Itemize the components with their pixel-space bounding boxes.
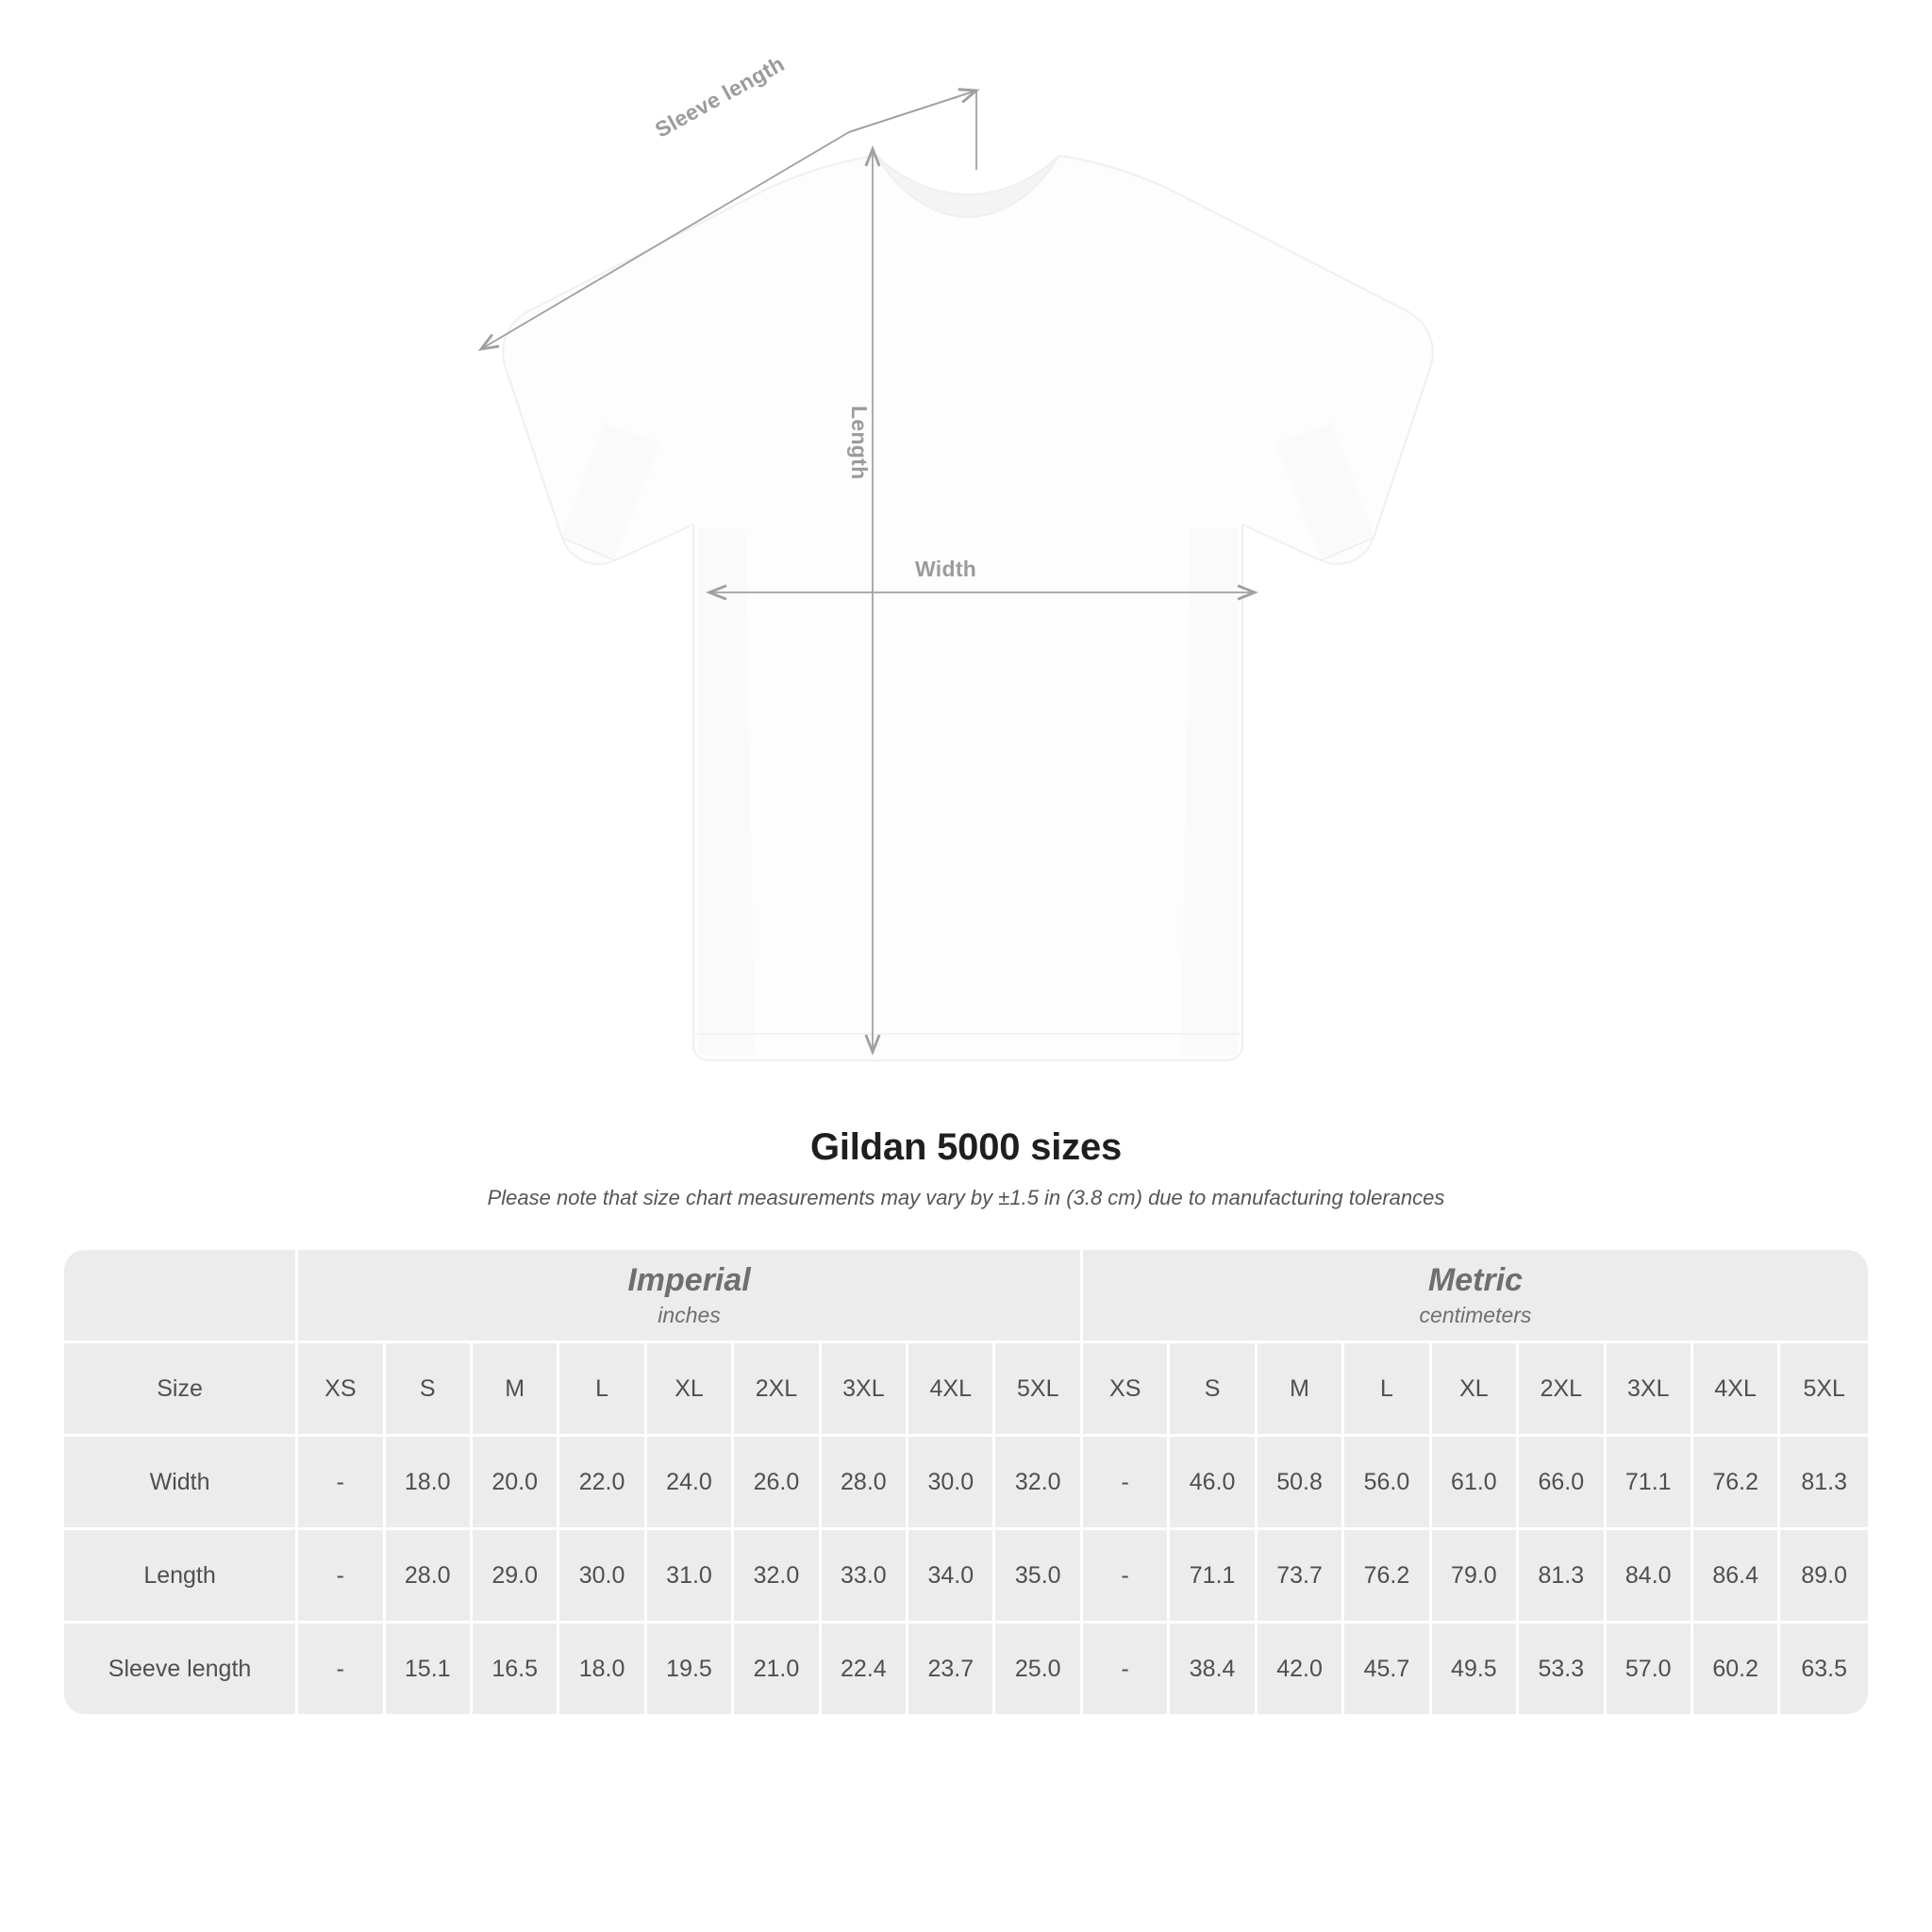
cell-length-metric-5xl: 89.0 — [1780, 1530, 1868, 1624]
cell-length-imperial-xl: 31.0 — [647, 1530, 734, 1624]
unit-group-imperial-sub: inches — [658, 1303, 721, 1328]
cell-sleeve-imperial-l: 18.0 — [559, 1624, 646, 1714]
table-row — [64, 1530, 1868, 1624]
column-header-metric-4xl: 4XL — [1693, 1343, 1780, 1437]
size-header-row — [64, 1343, 1868, 1437]
column-header-metric-m: M — [1257, 1343, 1344, 1437]
title-block — [0, 1126, 1932, 1210]
column-header-imperial-xs: XS — [298, 1343, 385, 1437]
cell-length-imperial-4xl: 34.0 — [908, 1530, 995, 1624]
column-header-imperial-4xl: 4XL — [908, 1343, 995, 1437]
cell-length-imperial-l: 30.0 — [559, 1530, 646, 1624]
cell-width-metric-3xl: 71.1 — [1607, 1437, 1693, 1530]
cell-sleeve-metric-s: 38.4 — [1170, 1624, 1257, 1714]
row-label-length: Length — [64, 1530, 298, 1624]
cell-sleeve-imperial-s: 15.1 — [386, 1624, 473, 1714]
column-header-metric-3xl: 3XL — [1607, 1343, 1693, 1437]
cell-sleeve-imperial-3xl: 22.4 — [822, 1624, 908, 1714]
table-row — [64, 1624, 1868, 1714]
column-header-size: Size — [64, 1343, 298, 1437]
cell-width-imperial-2xl: 26.0 — [734, 1437, 821, 1530]
cell-sleeve-metric-xs: - — [1083, 1624, 1170, 1714]
cell-sleeve-imperial-xl: 19.5 — [647, 1624, 734, 1714]
cell-sleeve-imperial-2xl: 21.0 — [734, 1624, 821, 1714]
tshirt-shape — [503, 156, 1432, 1060]
cell-width-imperial-m: 20.0 — [473, 1437, 559, 1530]
cell-width-imperial-xl: 24.0 — [647, 1437, 734, 1530]
cell-sleeve-metric-l: 45.7 — [1344, 1624, 1431, 1714]
unit-group-metric-sub: centimeters — [1419, 1303, 1532, 1328]
size-table-wrapper — [64, 1250, 1868, 1714]
cell-sleeve-metric-2xl: 53.3 — [1519, 1624, 1606, 1714]
cell-width-imperial-s: 18.0 — [386, 1437, 473, 1530]
column-header-imperial-3xl: 3XL — [822, 1343, 908, 1437]
column-header-metric-2xl: 2XL — [1519, 1343, 1606, 1437]
column-header-metric-l: L — [1344, 1343, 1431, 1437]
cell-length-imperial-2xl: 32.0 — [734, 1530, 821, 1624]
cell-sleeve-metric-m: 42.0 — [1257, 1624, 1344, 1714]
cell-width-metric-5xl: 81.3 — [1780, 1437, 1868, 1530]
cell-length-imperial-5xl: 35.0 — [995, 1530, 1083, 1624]
cell-sleeve-imperial-m: 16.5 — [473, 1624, 559, 1714]
cell-length-metric-4xl: 86.4 — [1693, 1530, 1780, 1624]
cell-length-metric-s: 71.1 — [1170, 1530, 1257, 1624]
unit-group-metric-name: Metric — [1427, 1261, 1524, 1298]
cell-width-metric-2xl: 66.0 — [1519, 1437, 1606, 1530]
cell-width-imperial-l: 22.0 — [559, 1437, 646, 1530]
column-header-imperial-xl: XL — [647, 1343, 734, 1437]
cell-length-metric-xs: - — [1083, 1530, 1170, 1624]
cell-width-metric-l: 56.0 — [1344, 1437, 1431, 1530]
cell-width-metric-4xl: 76.2 — [1693, 1437, 1780, 1530]
column-header-imperial-2xl: 2XL — [734, 1343, 821, 1437]
cell-width-imperial-3xl: 28.0 — [822, 1437, 908, 1530]
cell-width-imperial-4xl: 30.0 — [908, 1437, 995, 1530]
cell-width-metric-xs: - — [1083, 1437, 1170, 1530]
cell-sleeve-imperial-xs: - — [298, 1624, 385, 1714]
cell-length-metric-l: 76.2 — [1344, 1530, 1431, 1624]
table-row — [64, 1437, 1868, 1530]
cell-length-imperial-m: 29.0 — [473, 1530, 559, 1624]
length-label: Length — [847, 406, 872, 480]
cell-width-metric-m: 50.8 — [1257, 1437, 1344, 1530]
unit-header-row — [64, 1250, 1868, 1343]
unit-group-metric — [1083, 1250, 1868, 1343]
unit-header-corner — [64, 1250, 298, 1343]
cell-width-imperial-xs: - — [298, 1437, 385, 1530]
cell-width-imperial-5xl: 32.0 — [995, 1437, 1083, 1530]
column-header-metric-xs: XS — [1083, 1343, 1170, 1437]
cell-sleeve-imperial-4xl: 23.7 — [908, 1624, 995, 1714]
page-title: Gildan 5000 sizes — [809, 1126, 1123, 1168]
tolerance-note: Please note that size chart measurements may vary by ±1.5 in (3.8 cm) due to manufacturing tolerances — [487, 1186, 1445, 1209]
size-table — [64, 1250, 1868, 1714]
row-label-width: Width — [64, 1437, 298, 1530]
cell-width-metric-xl: 61.0 — [1432, 1437, 1519, 1530]
column-header-imperial-m: M — [473, 1343, 559, 1437]
cell-sleeve-metric-3xl: 57.0 — [1607, 1624, 1693, 1714]
unit-group-imperial-name: Imperial — [627, 1261, 751, 1298]
sleeve-length-label: Sleeve length — [651, 51, 789, 142]
unit-group-imperial — [298, 1250, 1083, 1343]
row-label-sleeve-length: Sleeve length — [64, 1624, 298, 1714]
cell-length-imperial-3xl: 33.0 — [822, 1530, 908, 1624]
cell-sleeve-imperial-5xl: 25.0 — [995, 1624, 1083, 1714]
cell-length-imperial-s: 28.0 — [386, 1530, 473, 1624]
cell-length-metric-xl: 79.0 — [1432, 1530, 1519, 1624]
column-header-imperial-5xl: 5XL — [995, 1343, 1083, 1437]
cell-length-metric-m: 73.7 — [1257, 1530, 1344, 1624]
column-header-imperial-l: L — [559, 1343, 646, 1437]
column-header-imperial-s: S — [386, 1343, 473, 1437]
cell-length-metric-2xl: 81.3 — [1519, 1530, 1606, 1624]
column-header-metric-5xl: 5XL — [1780, 1343, 1868, 1437]
cell-length-metric-3xl: 84.0 — [1607, 1530, 1693, 1624]
cell-length-imperial-xs: - — [298, 1530, 385, 1624]
width-label: Width — [915, 557, 977, 581]
cell-width-metric-s: 46.0 — [1170, 1437, 1257, 1530]
cell-sleeve-metric-4xl: 60.2 — [1693, 1624, 1780, 1714]
column-header-metric-s: S — [1170, 1343, 1257, 1437]
column-header-metric-xl: XL — [1432, 1343, 1519, 1437]
cell-sleeve-metric-xl: 49.5 — [1432, 1624, 1519, 1714]
cell-sleeve-metric-5xl: 63.5 — [1780, 1624, 1868, 1714]
